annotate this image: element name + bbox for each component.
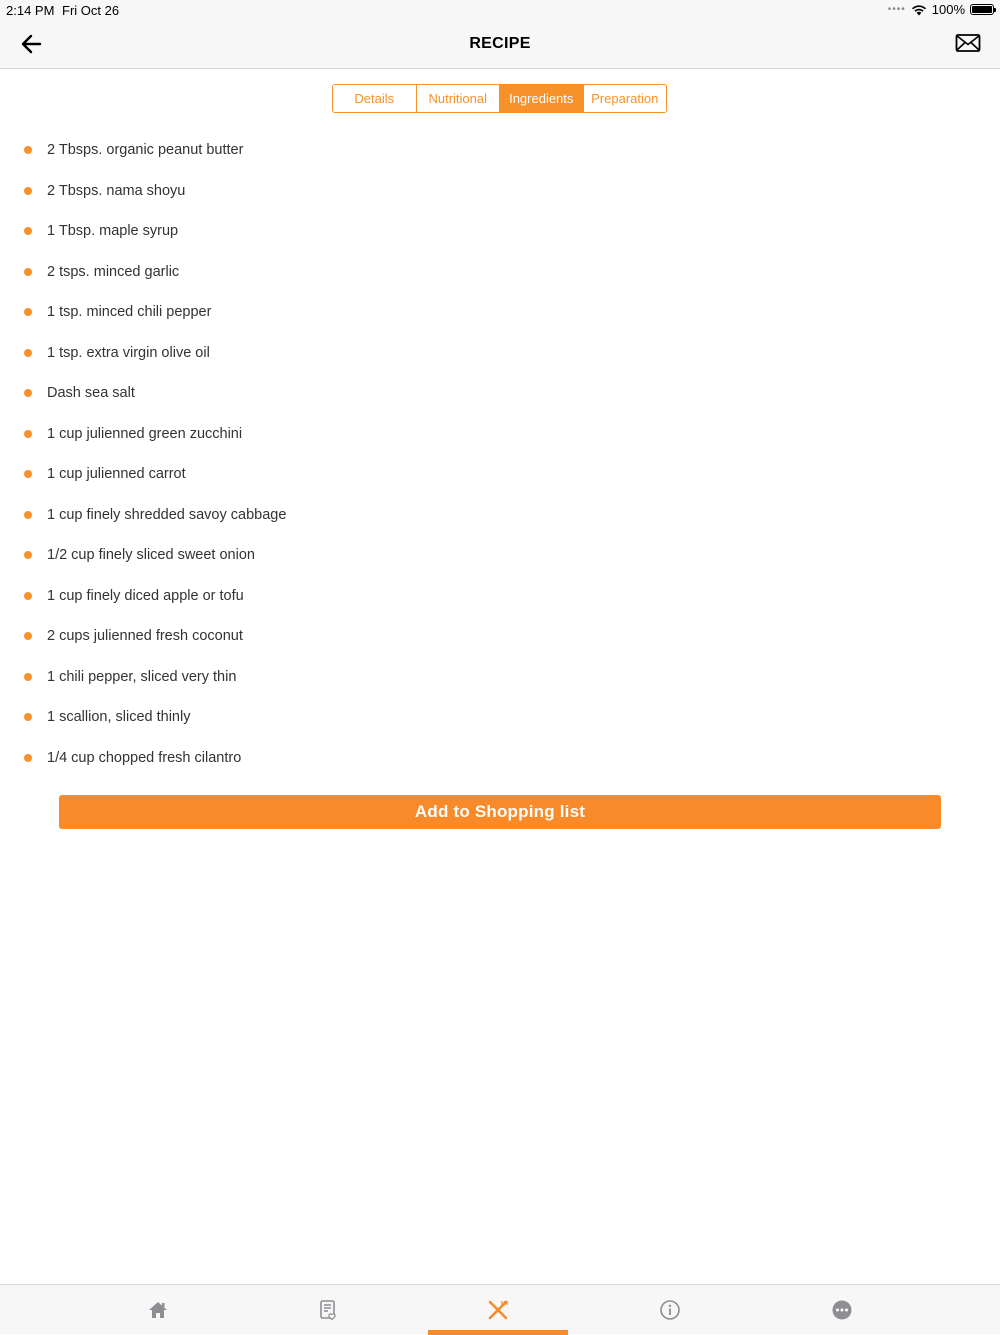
tab-preparation[interactable]: Preparation — [584, 85, 667, 112]
list-item — [0, 657, 1000, 698]
bullet-icon — [24, 389, 32, 397]
active-tab-indicator — [428, 1330, 568, 1335]
bullet-icon — [24, 349, 32, 357]
bullet-icon — [24, 673, 32, 681]
ingredient-text: 1 Tbsp. maple syrup — [47, 223, 179, 240]
tab-info[interactable] — [600, 1285, 740, 1335]
list-item — [0, 211, 1000, 252]
page-title: RECIPE — [469, 35, 531, 52]
ingredient-text: Dash sea salt — [47, 385, 135, 402]
list-item — [0, 576, 1000, 617]
list-item — [0, 333, 1000, 374]
ingredient-text: 1 cup julienned carrot — [47, 466, 186, 483]
ingredient-text: 2 Tbsps. organic peanut butter — [47, 142, 244, 159]
more-icon — [831, 1299, 853, 1321]
add-to-shopping-list-button[interactable]: Add to Shopping list — [59, 795, 941, 829]
bullet-icon — [24, 268, 32, 276]
bullet-icon — [24, 308, 32, 316]
bullet-icon — [24, 227, 32, 235]
list-item — [0, 454, 1000, 495]
ingredient-text: 1/2 cup finely sliced sweet onion — [47, 547, 255, 564]
ingredient-text: 2 cups julienned fresh coconut — [47, 628, 243, 645]
tab-more[interactable] — [772, 1285, 912, 1335]
status-time: 2:14 PM — [6, 3, 55, 18]
tab-details[interactable]: Details — [333, 85, 417, 112]
bullet-icon — [24, 470, 32, 478]
tab-nutritional[interactable]: Nutritional — [417, 85, 501, 112]
bottom-tab-bar — [0, 1284, 1000, 1334]
utensils-icon — [487, 1299, 509, 1321]
list-item — [0, 495, 1000, 536]
list-item — [0, 130, 1000, 171]
list-item — [0, 616, 1000, 657]
home-icon — [147, 1299, 169, 1321]
tab-shopping-list[interactable] — [258, 1285, 398, 1335]
ingredient-list — [0, 130, 1000, 778]
signal-dots: •••• — [887, 4, 906, 15]
ingredient-text: 1 tsp. extra virgin olive oil — [47, 344, 210, 361]
ingredient-text: 1 cup finely shredded savoy cabbage — [47, 506, 287, 523]
list-item — [0, 738, 1000, 779]
bullet-icon — [24, 430, 32, 438]
list-item — [0, 535, 1000, 576]
list-item — [0, 373, 1000, 414]
bullet-icon — [24, 713, 32, 721]
info-icon — [659, 1299, 681, 1321]
status-date: Fri Oct 26 — [62, 3, 120, 18]
ingredient-text: 1 cup finely diced apple or tofu — [47, 587, 244, 604]
list-item — [0, 414, 1000, 455]
navigation-bar — [0, 20, 1000, 69]
tab-ingredients[interactable]: Ingredients — [500, 85, 584, 112]
tab-recipes[interactable] — [428, 1285, 568, 1335]
bullet-icon — [24, 146, 32, 154]
status-indicators — [888, 2, 994, 17]
list-item — [0, 252, 1000, 293]
wifi-icon — [911, 4, 927, 16]
tab-home[interactable] — [88, 1285, 228, 1335]
battery-percent: 100% — [931, 2, 965, 17]
envelope-icon — [955, 32, 981, 54]
bullet-icon — [24, 511, 32, 519]
bullet-icon — [24, 592, 32, 600]
ingredient-text: 1 cup julienned green zucchini — [47, 425, 243, 442]
bullet-icon — [24, 754, 32, 762]
recipe-section-tabs — [332, 84, 667, 113]
list-item — [0, 171, 1000, 212]
bullet-icon — [24, 632, 32, 640]
shopping-list-icon — [317, 1299, 339, 1321]
bullet-icon — [24, 551, 32, 559]
ingredient-text: 1 chili pepper, sliced very thin — [47, 668, 237, 685]
share-email-button[interactable] — [955, 32, 981, 54]
battery-icon — [970, 4, 994, 15]
ingredient-text: 2 tsps. minced garlic — [47, 263, 180, 280]
ingredient-text: 1 scallion, sliced thinly — [47, 709, 191, 726]
ingredient-text: 1/4 cup chopped fresh cilantro — [47, 749, 242, 766]
list-item — [0, 292, 1000, 333]
ingredient-text: 2 Tbsps. nama shoyu — [47, 182, 186, 199]
bullet-icon — [24, 187, 32, 195]
ingredient-text: 1 tsp. minced chili pepper — [47, 304, 212, 321]
list-item — [0, 697, 1000, 738]
status-bar — [0, 0, 1000, 20]
